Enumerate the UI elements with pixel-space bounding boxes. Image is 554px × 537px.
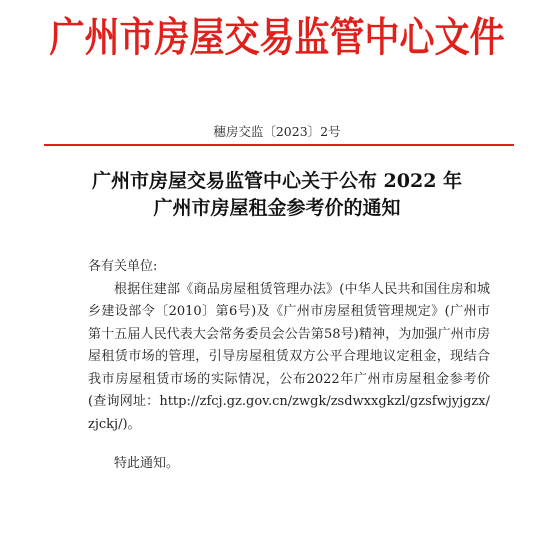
closing-remark: 特此通知。 xyxy=(114,456,180,471)
notice-title-line-2: 广州市房屋租金参考价的通知 xyxy=(153,197,401,219)
salutation: 各有关单位: xyxy=(88,259,158,274)
header-divider-line xyxy=(44,144,514,146)
body-paragraph: 根据住建部《商品房屋租赁管理办法》(中华人民共和国住房和城乡建设部令〔2010〕第6号)及《广州市房屋租赁管理规定》(广州市第十五届人民代表大会常务委员会公告第58号)精神，为加强广州市房屋租赁市场的管理，引导房屋租赁双方公平合理地议定租金，现结合我市房屋租赁市场的实际情况，公布2022年广州市房屋租金参考价(查询网址：http://zfcj.gz.gov.cn/zwgk/zsdwxxgkzl/gzsfwjyjgzx/zjckj/)。 xyxy=(88,281,490,432)
notice-title xyxy=(0,168,554,222)
notice-title-line-1: 广州市房屋交易监管中心关于公布 2022 年 xyxy=(91,170,463,192)
document-header-title: 广州市房屋交易监管中心文件 xyxy=(49,14,505,62)
document-number: 穗房交监〔2023〕2号 xyxy=(213,124,341,139)
document-body xyxy=(88,256,490,476)
